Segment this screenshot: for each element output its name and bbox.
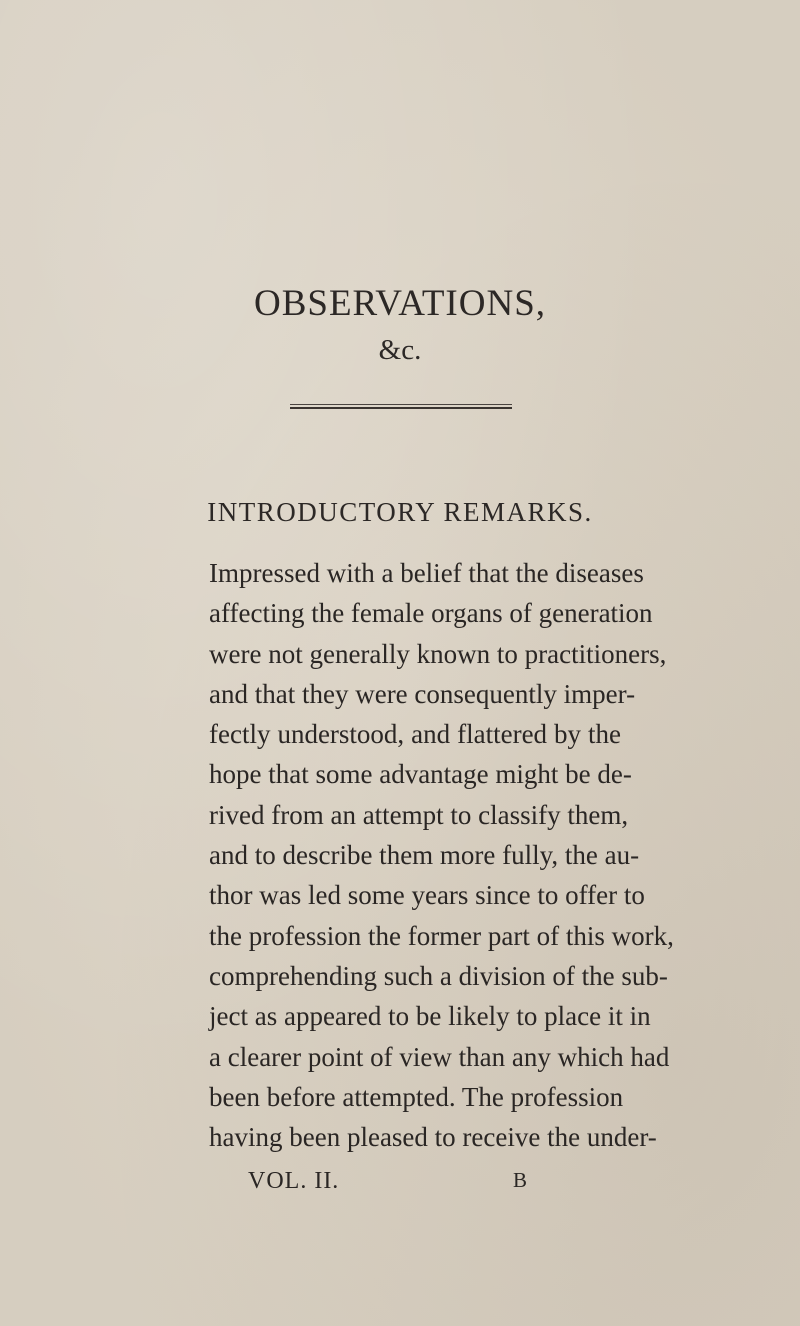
paragraph-line: been before attempted. The profession — [209, 1081, 624, 1112]
page-footer — [0, 1168, 800, 1204]
paragraph-line: hope that some advantage might be de- — [209, 759, 632, 790]
paragraph-line: having been pleased to receive the under- — [209, 1122, 657, 1153]
paragraph-line: and to describe them more fully, the au- — [209, 840, 640, 871]
paragraph-line: affecting the female organs of generation — [209, 598, 653, 629]
body-paragraph — [209, 553, 674, 1157]
paragraph-line: comprehending such a division of the sub- — [209, 960, 668, 991]
paragraph-line: and that they were consequently imper- — [209, 678, 636, 709]
paragraph-line: ject as appeared to be likely to place it in — [209, 1001, 651, 1032]
rule-thin-line — [290, 404, 512, 405]
volume-label: VOL. II. — [248, 1168, 340, 1194]
paragraph-line: the profession the former part of this work, — [209, 920, 674, 951]
rule-thick-line — [290, 407, 512, 409]
page-subtitle: &c. — [378, 334, 422, 366]
paragraph-line: fectly understood, and flattered by the — [209, 719, 621, 750]
paragraph-line: rived from an attempt to classify them, — [209, 799, 629, 830]
signature-mark: B — [513, 1168, 528, 1192]
paragraph-line: a clearer point of view than any which had — [209, 1041, 670, 1072]
paragraph-line: Impressed with a belief that the diseases — [209, 558, 644, 588]
paragraph-line: were not generally known to practitioners, — [209, 638, 667, 669]
page-title: OBSERVATIONS, — [253, 283, 547, 324]
section-heading: INTRODUCTORY REMARKS. — [207, 497, 593, 527]
paragraph-line: thor was led some years since to offer to — [209, 880, 645, 911]
double-rule-divider — [290, 404, 512, 410]
